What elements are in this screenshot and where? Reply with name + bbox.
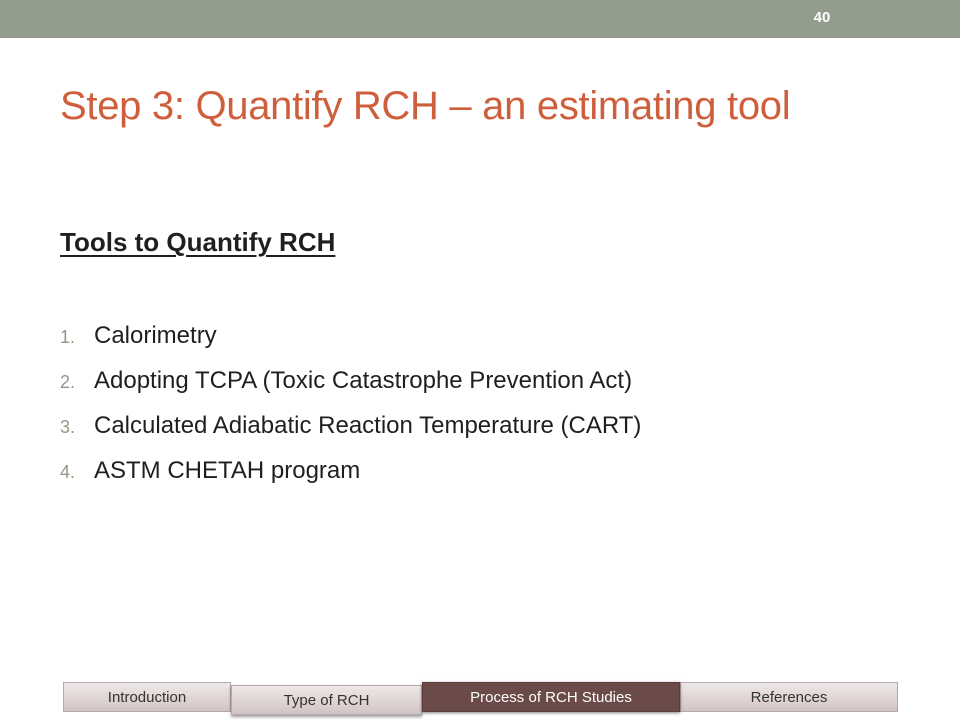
- list-item: [60, 457, 641, 502]
- nav-tab-process-of-rch-studies[interactable]: Process of RCH Studies: [422, 682, 680, 712]
- top-bar: [0, 0, 960, 38]
- slide-number: 40: [813, 9, 831, 26]
- list-item-number: 1.: [60, 327, 76, 347]
- list-item: [60, 367, 641, 412]
- list-item: [60, 322, 641, 367]
- list-item: [60, 412, 641, 457]
- section-nav-bar: [63, 682, 898, 712]
- list-item-text: ASTM CHETAH program: [94, 457, 361, 484]
- list-item-number: 4.: [60, 462, 76, 482]
- section-heading: Tools to Quantify RCH: [60, 227, 336, 257]
- list-item-text: Calculated Adiabatic Reaction Temperature (CART): [94, 412, 642, 439]
- tools-list: [60, 322, 641, 502]
- list-item-text: Adopting TCPA (Toxic Catastrophe Prevention Act): [94, 367, 633, 394]
- nav-tab-introduction[interactable]: Introduction: [63, 682, 231, 712]
- nav-tab-references[interactable]: References: [680, 682, 898, 712]
- nav-tab-type-of-rch[interactable]: Type of RCH: [231, 685, 422, 715]
- list-item-number: 2.: [60, 372, 76, 392]
- list-item-text: Calorimetry: [94, 322, 217, 349]
- slide-title: Step 3: Quantify RCH – an estimating tool: [60, 84, 791, 128]
- list-item-number: 3.: [60, 417, 76, 437]
